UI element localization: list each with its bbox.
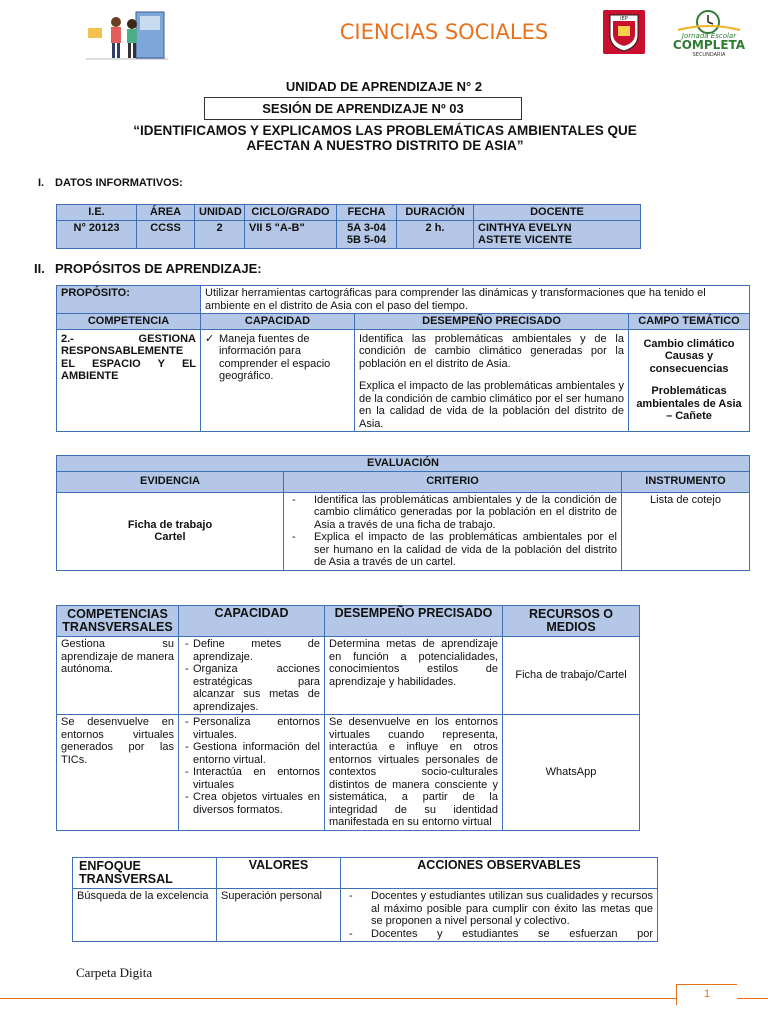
col-fecha: FECHA bbox=[337, 205, 397, 221]
criterio-1: - Identifica las problemáticas ambientales y de la condición de cambio climático generadas por la población en el distrito de Asia a través de una ficha de trabajo. bbox=[314, 494, 617, 532]
col-desempeno: DESEMPEÑO PRECISADO bbox=[355, 314, 629, 330]
trans-cap-1-2: - Organiza acciones estratégicas para alcanzar sus metas de aprendizajes. bbox=[193, 663, 320, 713]
propositos-header-row bbox=[57, 314, 750, 330]
evaluacion-title: EVALUACIÓN bbox=[57, 456, 750, 472]
instrumento-value: Lista de cotejo bbox=[622, 492, 750, 570]
col-instrumento: INSTRUMENTO bbox=[622, 471, 750, 492]
enfoque-header-row bbox=[73, 858, 658, 889]
competencia-value: 2.- GESTIONA RESPONSABLEMENTE EL ESPACIO Y EL AMBIENTE bbox=[57, 329, 201, 432]
col-trans-capacidad: CAPACIDAD bbox=[179, 606, 325, 637]
datos-value-row bbox=[57, 220, 641, 248]
unidad-value: 2 bbox=[195, 220, 245, 248]
datos-informativos-table bbox=[56, 204, 641, 249]
jec-label-top: Jornada Escolar bbox=[681, 32, 737, 40]
footer-text: Carpeta Digita bbox=[76, 965, 153, 980]
capacidad-text: Maneja fuentes de información para comprender el espacio geográfico. bbox=[219, 332, 331, 382]
col-campo: CAMPO TEMÁTICO bbox=[629, 314, 750, 330]
proposito-text: Utilizar herramientas cartográficas para comprender las dinámicas y transformaciones que ha tenido el ambiente en el distrito de Asia con el paso del tiempo. bbox=[201, 286, 750, 314]
fecha-b: 5B 5-04 bbox=[346, 234, 387, 246]
evaluacion-table bbox=[56, 455, 750, 571]
col-recursos: RECURSOS O MEDIOS bbox=[503, 606, 640, 637]
propositos-content-row bbox=[57, 329, 750, 432]
datos-header-row bbox=[57, 205, 641, 221]
col-valores: VALORES bbox=[217, 858, 341, 889]
section-1-label: DATOS INFORMATIVOS: bbox=[55, 177, 183, 189]
main-title-line1: “IDENTIFICAMOS Y EXPLICAMOS LAS PROBLEMÁTICAS AMBIENTALES QUE bbox=[133, 123, 637, 138]
evidencia-1: Ficha de trabajo bbox=[127, 518, 213, 531]
docente-line2: ASTETE VICENTE bbox=[478, 234, 573, 246]
evidencia-2: Cartel bbox=[154, 531, 186, 543]
accion-1: - Docentes y estudiantes utilizan sus cualidades y recursos al máximo posible para cumplir con éxito las metas que se proponen a nivel personal y colectivo. bbox=[371, 890, 653, 928]
proposito-label: PROPÓSITO: bbox=[57, 286, 201, 314]
ie-value: N° 20123 bbox=[57, 220, 137, 248]
criterio-2: - Explica el impacto de las problemáticas ambientales por el ser humano en la calidad de vida de la población del distrito de Asia a través de un cartel. bbox=[314, 531, 617, 569]
evidencia-value bbox=[57, 492, 284, 570]
col-unidad: UNIDAD bbox=[195, 205, 245, 221]
page-number: 1 bbox=[676, 984, 737, 1005]
docente-line1: CINTHYA EVELYN bbox=[478, 221, 572, 234]
trans-cap-2-1: - Personaliza entornos virtuales. bbox=[193, 716, 320, 741]
transversal-row-2 bbox=[57, 715, 640, 831]
campo-2: Causas y consecuencias bbox=[649, 350, 729, 375]
school-crest-icon bbox=[602, 9, 646, 55]
accion-2: - Docentes y estudiantes se esfuerzan por bbox=[371, 928, 653, 941]
section-2-number: II. bbox=[34, 261, 45, 276]
section-2-label: PROPÓSITOS DE APRENDIZAJE: bbox=[55, 261, 262, 276]
proposito-row bbox=[57, 286, 750, 314]
valor-value: Superación personal bbox=[217, 889, 341, 942]
campo-1: Cambio climático bbox=[643, 337, 735, 350]
acciones-value bbox=[341, 889, 658, 942]
fecha-a: 5A 3-04 bbox=[347, 221, 386, 234]
desempeno-value bbox=[355, 329, 629, 432]
criterio-value bbox=[284, 492, 622, 570]
col-criterio: CRITERIO bbox=[284, 471, 622, 492]
trans-cap-1-1: - Define metes de aprendizaje. bbox=[193, 638, 320, 663]
transversales-table bbox=[56, 605, 640, 831]
enfoque-row bbox=[73, 889, 658, 942]
trans-desempeno-1: Determina metas de aprendizaje en función a potencialidades, conocimientos estilos de aprendizaje y habilidades. bbox=[325, 637, 503, 715]
school-crest-label: IEP bbox=[620, 16, 628, 22]
evaluacion-title-row bbox=[57, 456, 750, 472]
col-capacidad: CAPACIDAD bbox=[201, 314, 355, 330]
enfoque-value: Búsqueda de la excelencia bbox=[73, 889, 217, 942]
trans-cap-2-2: - Gestiona información del entorno virtual. bbox=[193, 741, 320, 766]
trans-competencia-1: Gestiona su aprendizaje de manera autónoma. bbox=[57, 637, 179, 715]
col-acciones: ACCIONES OBSERVABLES bbox=[341, 858, 658, 889]
trans-capacidad-2 bbox=[179, 715, 325, 831]
evaluacion-header-row bbox=[57, 471, 750, 492]
col-competencia: COMPETENCIA bbox=[57, 314, 201, 330]
trans-cap-2-3: - Interactúa en entornos virtuales bbox=[193, 766, 320, 791]
area-value: CCSS bbox=[137, 220, 195, 248]
main-title-line2: AFECTAN A NUESTRO DISTRITO DE ASIA” bbox=[246, 138, 524, 153]
trans-cap-2-4: - Crea objetos virtuales en diversos formatos. bbox=[193, 791, 320, 816]
trans-recurso-1: Ficha de trabajo/Cartel bbox=[503, 637, 640, 715]
checkmark-icon: ✓ bbox=[205, 332, 215, 345]
duracion-value: 2 h. bbox=[397, 220, 474, 248]
desempeno-1: Identifica las problemáticas ambientales y de la condición de cambio climático generadas por la población en el distrito de Asia. bbox=[359, 332, 624, 370]
jornada-completa-logo-icon bbox=[660, 8, 758, 58]
trans-recurso-2: WhatsApp bbox=[503, 715, 640, 831]
transversales-header-row bbox=[57, 606, 640, 637]
col-enfoque: ENFOQUE TRANSVERSAL bbox=[73, 858, 217, 889]
transversal-row-1 bbox=[57, 637, 640, 715]
enfoque-table bbox=[72, 857, 658, 942]
capacidad-value bbox=[201, 329, 355, 432]
campo-value bbox=[629, 329, 750, 432]
footer-divider bbox=[0, 998, 768, 999]
col-area: ÁREA bbox=[137, 205, 195, 221]
trans-capacidad-1 bbox=[179, 637, 325, 715]
sesion-title: SESIÓN DE APRENDIZAJE Nº 03 bbox=[204, 97, 522, 120]
fecha-value bbox=[337, 220, 397, 248]
header-title: CIENCIAS SOCIALES bbox=[339, 20, 549, 44]
col-trans-desempeno: DESEMPEÑO PRECISADO bbox=[325, 606, 503, 637]
evaluacion-content-row bbox=[57, 492, 750, 570]
col-ciclo: CICLO/GRADO bbox=[245, 205, 337, 221]
col-duracion: DURACIÓN bbox=[397, 205, 474, 221]
campo-3: Problemáticas ambientales de Asia – Cañete bbox=[636, 385, 742, 422]
col-docente: DOCENTE bbox=[474, 205, 641, 221]
jec-label-sub: SECUNDARIA bbox=[692, 52, 726, 58]
desempeno-2: Explica el impacto de las problemáticas ambientales y de la condición de cambio climático por el ser humano en la calidad de vida de la población del distrito de Asia. bbox=[359, 380, 624, 430]
propositos-table bbox=[56, 285, 750, 432]
trans-competencia-2: Se desenvuelve en entornos virtuales generados por las TICs. bbox=[57, 715, 179, 831]
docente-value bbox=[474, 220, 641, 248]
col-evidencia: EVIDENCIA bbox=[57, 471, 284, 492]
session-main-title bbox=[80, 123, 690, 153]
col-comp-transversales: COMPETENCIAS TRANSVERSALES bbox=[57, 606, 179, 637]
trans-desempeno-2: Se desenvuelve en los entornos virtuales cuando representa, interactúa e influye en otros entornos virtuales personales de contextos socio-culturales distintos de manera consciente y sistemática, a partir de la integridad de su identidad manifestada en su entorno virtual bbox=[325, 715, 503, 831]
section-1-number: I. bbox=[38, 177, 45, 189]
col-ie: I.E. bbox=[57, 205, 137, 221]
ciclo-value: VII 5 "A-B" bbox=[245, 220, 337, 248]
jec-label-main: COMPLETA bbox=[672, 38, 746, 52]
unidad-title: UNIDAD DE APRENDIZAJE N° 2 bbox=[285, 79, 483, 94]
